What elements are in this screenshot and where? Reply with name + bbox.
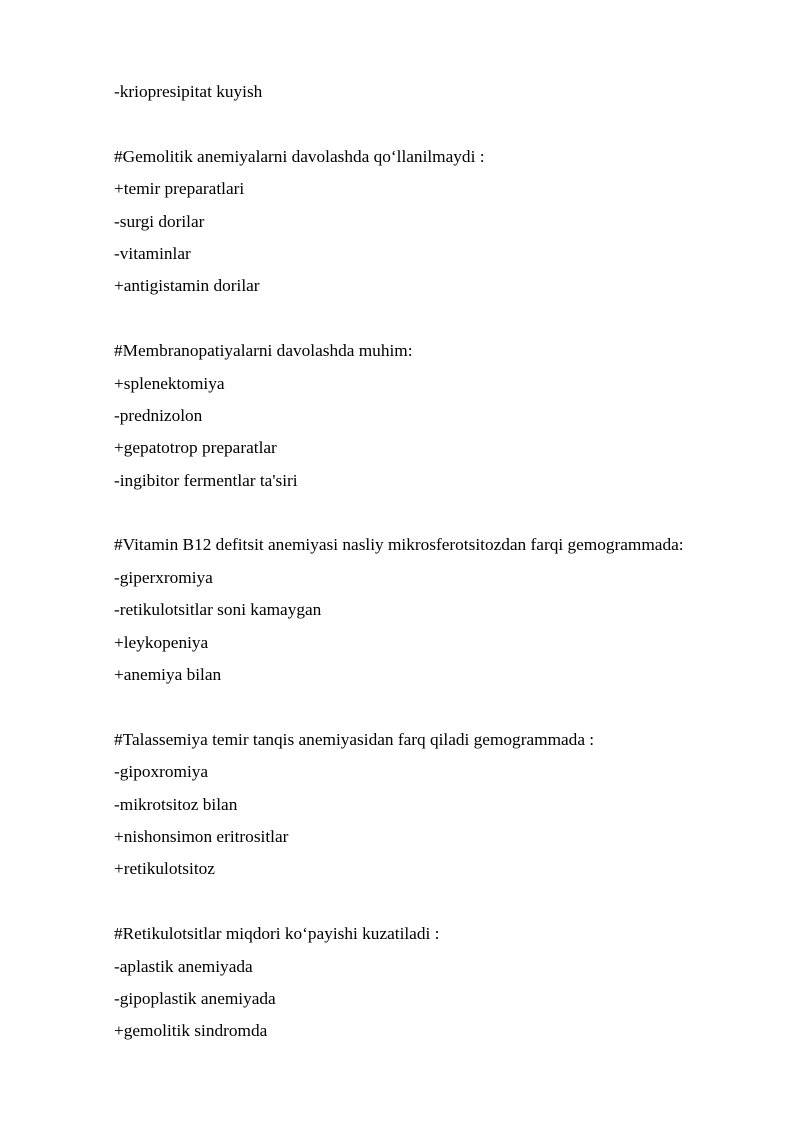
answer-option: -mikrotsitoz bilan <box>114 794 238 814</box>
answer-option: -gipoxromiya <box>114 762 209 782</box>
question-block <box>114 141 784 303</box>
answer-option: -prednizolon <box>114 405 203 425</box>
answer-option: -aplastik anemiyada <box>114 956 253 976</box>
answer-option: -retikulotsitlar soni kamaygan <box>114 600 322 620</box>
answer-option: -vitaminlar <box>114 243 191 263</box>
answer-option: +gepatotrop preparatlar <box>114 438 277 458</box>
paragraph-gap <box>114 108 784 140</box>
question-text: #Talassemiya temir tanqis anemiyasidan farq qiladi gemogrammada : <box>114 729 595 749</box>
paragraph-gap <box>114 691 784 723</box>
question-block <box>114 918 784 1048</box>
document-body <box>114 76 784 1048</box>
answer-option: -surgi dorilar <box>114 211 205 231</box>
paragraph-gap <box>114 886 784 918</box>
question-text: #Gemolitik anemiyalarni davolashda qo‘llanilmaydi : <box>114 146 485 166</box>
question-text: #Vitamin B12 defitsit anemiyasi nasliy mikrosferotsitozdan farqi gemogrammada: <box>114 535 684 555</box>
paragraph-gap <box>114 497 784 529</box>
question-text: #Membranopatiyalarni davolashda muhim: <box>114 341 413 361</box>
answer-option: +gemolitik sindromda <box>114 1021 268 1041</box>
answer-option: +temir preparatlari <box>114 179 245 199</box>
answer-option: +antigistamin dorilar <box>114 276 260 296</box>
answer-option: +leykopeniya <box>114 632 209 652</box>
answer-option: -gipoplastik anemiyada <box>114 988 276 1008</box>
answer-option: -giperxromiya <box>114 567 213 587</box>
answer-option: -ingibitor fermentlar ta'siri <box>114 470 298 490</box>
question-text: #Retikulotsitlar miqdori ko‘payishi kuzatiladi : <box>114 924 440 944</box>
answer-option: +splenektomiya <box>114 373 225 393</box>
question-block <box>114 335 784 497</box>
question-block <box>114 529 784 691</box>
answer-option: +anemiya bilan <box>114 665 222 685</box>
answer-option: -kriopresipitat kuyish <box>114 82 263 101</box>
question-block <box>114 724 784 886</box>
answer-option: +retikulotsitoz <box>114 859 215 879</box>
answer-option: +nishonsimon eritrositlar <box>114 826 289 846</box>
paragraph-gap <box>114 303 784 335</box>
